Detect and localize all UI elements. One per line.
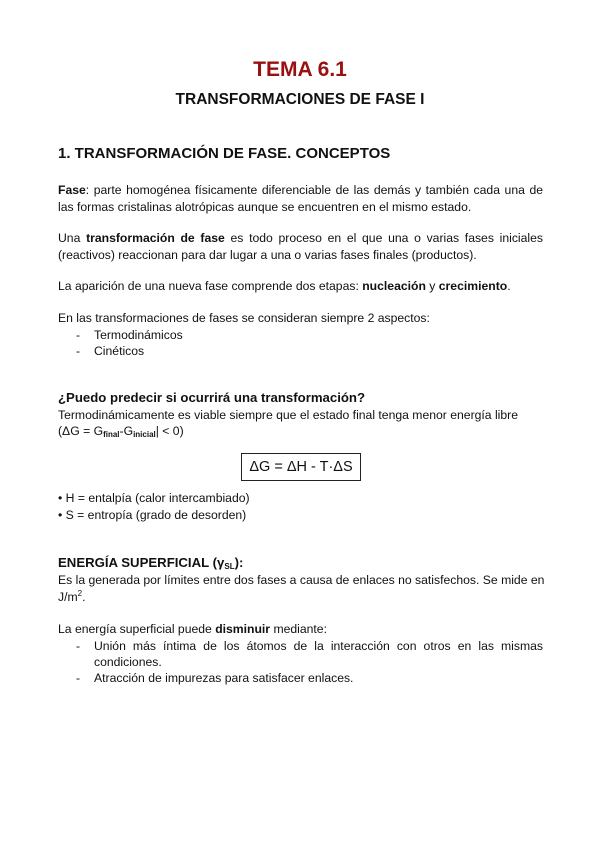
dash-marker: - — [76, 344, 81, 358]
surface-energy-def-line1: Es la generada por límites entre dos fases a causa de enlaces no satisfechos. Se mide en — [58, 573, 545, 587]
cond-mid: -G — [119, 424, 134, 438]
heading-sub-s: S — [224, 562, 230, 571]
unit-sup: 2 — [77, 589, 83, 598]
etapa-nucleacion: nucleación — [362, 279, 426, 293]
fase-def-line1: : parte homogénea físicamente diferenciable de las demás y también cada una de — [85, 183, 543, 197]
etapas-paragraph — [58, 279, 511, 293]
aspectos-intro: En las transformaciones de fases se consideran siempre 2 aspectos: — [58, 311, 430, 325]
prediction-heading: ¿Puedo predecir si ocurrirá una transformación? — [58, 390, 366, 405]
disminuir-end: mediante: — [270, 622, 327, 636]
section-heading: 1. TRANSFORMACIÓN DE FASE. CONCEPTOS — [58, 145, 391, 162]
list-item — [76, 670, 543, 686]
unit-text: J/m — [58, 590, 78, 604]
gibbs-formula-box: ΔG = ΔH - T·ΔS — [241, 453, 361, 481]
aspectos-list — [76, 327, 543, 359]
fase-term: Fase — [58, 183, 86, 197]
cond-sub-inicial: inicial — [133, 430, 156, 439]
fase-def-line2: las formas cristalinas alotrópicas aunque se encuentren en el mismo estado. — [58, 200, 472, 214]
fase-definition — [58, 182, 543, 216]
page-subtitle: TRANSFORMACIONES DE FASE I — [175, 91, 425, 108]
dash-marker: - — [76, 671, 81, 685]
list-item — [76, 327, 543, 343]
transf-def-line1: es todo proceso en el que una o varias fases iniciales — [224, 231, 543, 245]
etapas-pre: La aparición de una nueva fase comprende dos etapas: — [58, 279, 363, 293]
aspecto-cineticos: Cinéticos — [94, 344, 145, 358]
surface-energy-heading — [58, 555, 243, 571]
aspecto-termodinamicos: Termodinámicos — [94, 328, 183, 342]
heading-end: ): — [234, 555, 244, 570]
etapas-mid: y — [425, 279, 439, 293]
disminuir-pre: La energía superficial puede — [58, 622, 216, 636]
transformation-definition — [58, 230, 543, 264]
cond-sub-final: final — [103, 430, 120, 439]
transf-pre: Una — [58, 231, 87, 245]
cond-end: | < 0) — [155, 424, 184, 438]
etapa-crecimiento: crecimiento — [438, 279, 508, 293]
list-item — [76, 638, 543, 670]
prediction-line1: Termodinámicamente es viable siempre que el estado final tenga menor energía libre — [58, 408, 518, 422]
dash-marker: - — [76, 328, 81, 342]
unit-end: . — [82, 590, 86, 604]
bullet-entalpia: • H = entalpía (calor intercambiado) — [58, 491, 250, 505]
prediction-condition — [58, 424, 184, 439]
surface-energy-unit — [58, 589, 85, 604]
transf-term: transformación de fase — [86, 231, 225, 245]
list-item — [76, 343, 543, 359]
transf-def-line2: (reactivos) reaccionan para dar lugar a una o varias fases finales (productos). — [58, 248, 477, 262]
page-title: TEMA 6.1 — [253, 58, 347, 81]
disminuir-intro — [58, 622, 327, 636]
cond-pre: (ΔG = G — [58, 424, 104, 438]
heading-pre: ENERGÍA SUPERFICIAL (γ — [58, 555, 225, 570]
item-union: Unión más íntima de los átomos de la interacción con otros en las mismas condiciones. — [94, 639, 543, 669]
dash-marker: - — [76, 639, 81, 653]
etapas-end: . — [507, 279, 511, 293]
disminuir-list — [76, 638, 543, 686]
heading-sub-l: L — [229, 562, 235, 571]
item-impurezas: Atracción de impurezas para satisfacer enlaces. — [94, 671, 354, 685]
bullet-entropia: • S = entropía (grado de desorden) — [58, 508, 247, 522]
disminuir-term: disminuir — [215, 622, 271, 636]
